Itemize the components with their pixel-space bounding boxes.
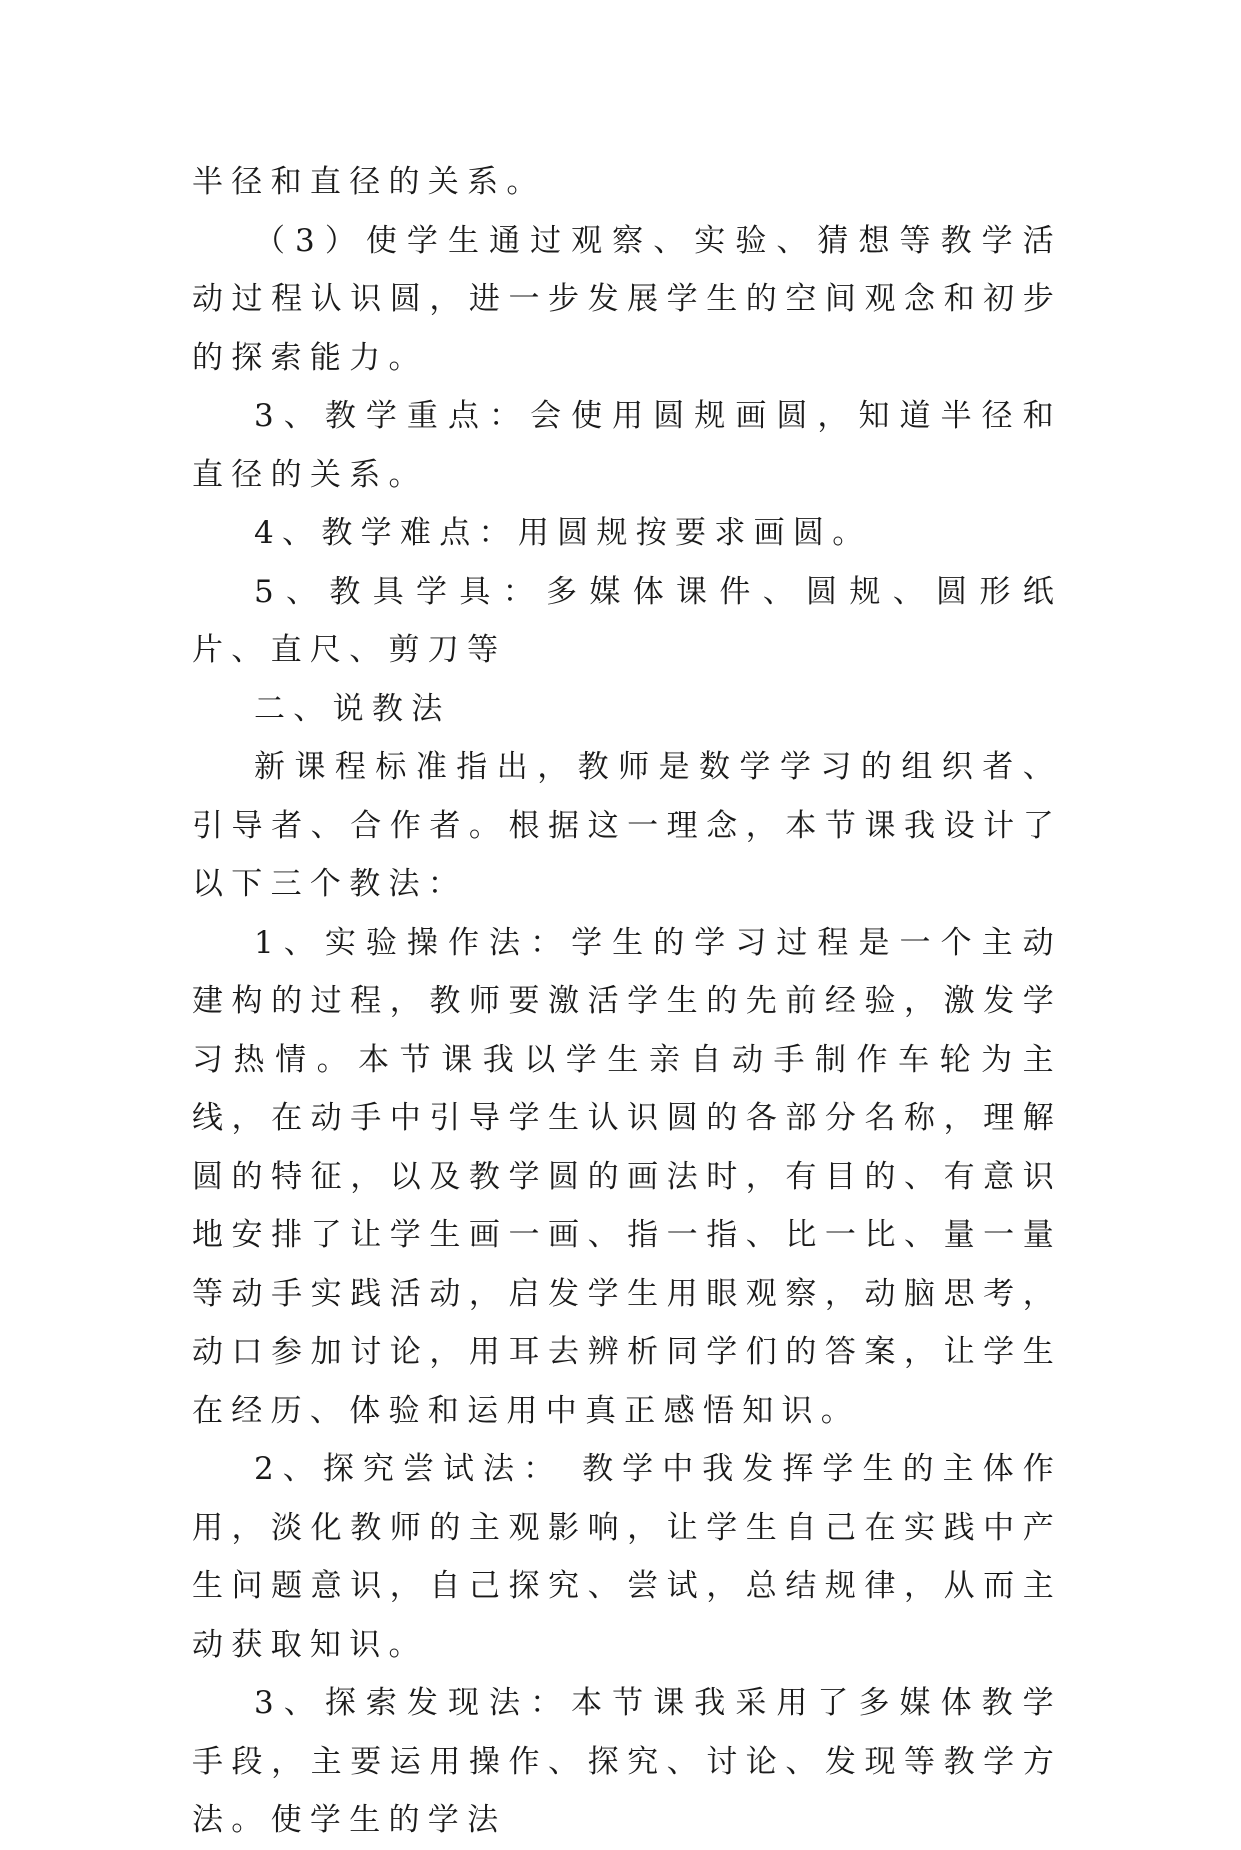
paragraph-objective-3: （3）使学生通过观察、实验、猜想等教学活动过程认识圆，进一步发展学生的空间观念和初步的探索能力。: [192, 222, 1062, 376]
paragraph-teaching-focus: 3、教学重点：会使用圆规画圆，知道半径和直径的关系。: [192, 398, 1062, 493]
paragraph-radius-diameter-end: 半径和直径的关系。: [192, 164, 546, 200]
document-page: [192, 153, 1062, 1850]
paragraph-teaching-difficulty: 4、教学难点：用圆规按要求画圆。: [254, 515, 872, 551]
paragraph-teaching-tools: 5、教具学具：多媒体课件、圆规、圆形纸片、直尺、剪刀等: [192, 573, 1062, 668]
paragraph-method-exploration: 2、探究尝试法： 教学中我发挥学生的主体作用，淡化教师的主观影响，让学生自己在实践中产生问题意识，自己探究、尝试，总结规律，从而主动获取知识。: [192, 1451, 1062, 1663]
paragraph-method-discovery: 3、探索发现法：本节课我采用了多媒体教学手段，主要运用操作、探究、讨论、发现等教学方法。使学生的学法: [192, 1685, 1062, 1838]
paragraph-method-experiment: 1、实验操作法：学生的学习过程是一个主动建构的过程，教师要激活学生的先前经验，激发学习热情。本节课我以学生亲自动手制作车轮为主线，在动手中引导学生认识圆的各部分名称，理解圆的特征，以及教学圆的画法时，有目的、有意识地安排了让学生画一画、指一指、比一比、量一量等动手实践活动，启发学生用眼观察，动脑思考，动口参加讨论，用耳去辨析同学们的答案，让学生在经历、体验和运用中真正感悟知识。: [192, 924, 1062, 1429]
paragraph-curriculum-standard: 新课程标准指出，教师是数学学习的组织者、引导者、合作者。根据这一理念，本节课我设计了以下三个教法：: [192, 749, 1062, 902]
section-heading-teaching-methods: 二、说教法: [254, 690, 451, 727]
